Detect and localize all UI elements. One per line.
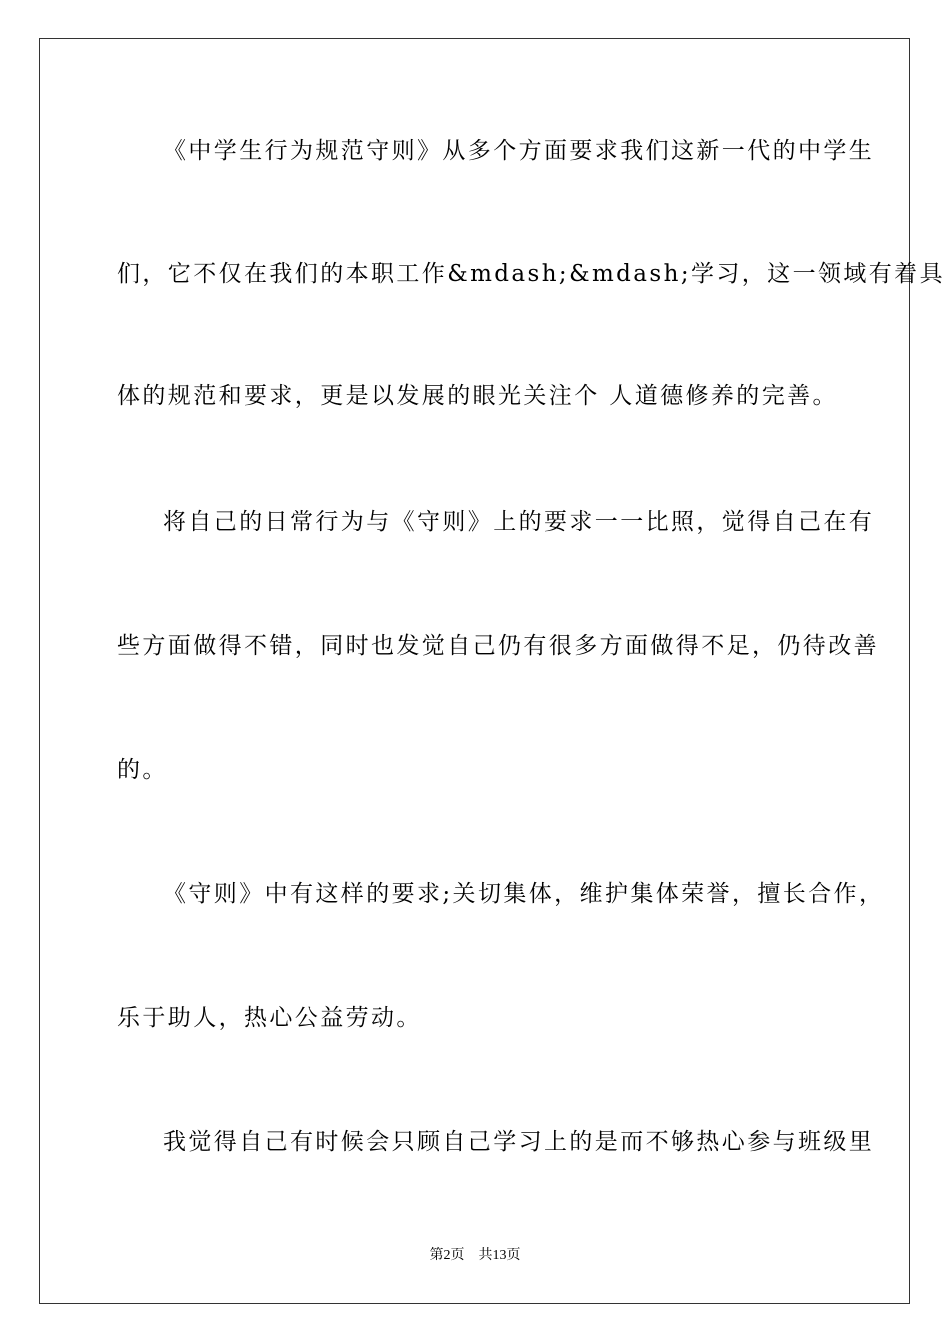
page-footer	[0, 1246, 950, 1266]
paragraph-2-line-1: 将自己的日常行为与《守则》上的要求一一比照，觉得自己在有	[163, 509, 875, 535]
paragraph-1-line-1: 《中学生行为规范守则》从多个方面要求我们这新一代的中学生	[163, 138, 875, 164]
paragraph-2-line-2: 些方面做得不错，同时也发觉自己仍有很多方面做得不足，仍待改善	[117, 633, 879, 659]
page-number: 第2页	[429, 1248, 465, 1263]
page-border	[39, 38, 945, 1304]
paragraph-2-line-3: 的。	[117, 757, 168, 783]
paragraph-1-line-2: 们，它不仅在我们的本职工作&mdash;&mdash;学习，这一领域有着具	[117, 261, 945, 287]
paragraph-3-line-2: 乐于助人，热心公益劳动。	[117, 1005, 422, 1031]
paragraph-4-line-1: 我觉得自己有时候会只顾自己学习上的是而不够热心参与班级里	[163, 1129, 875, 1155]
total-pages: 共13页	[478, 1248, 521, 1263]
paragraph-3-line-1: 《守则》中有这样的要求;关切集体，维护集体荣誉，擅长合作，	[163, 881, 885, 907]
paragraph-1-line-3: 体的规范和要求，更是以发展的眼光关注个 人道德修养的完善。	[117, 383, 838, 409]
